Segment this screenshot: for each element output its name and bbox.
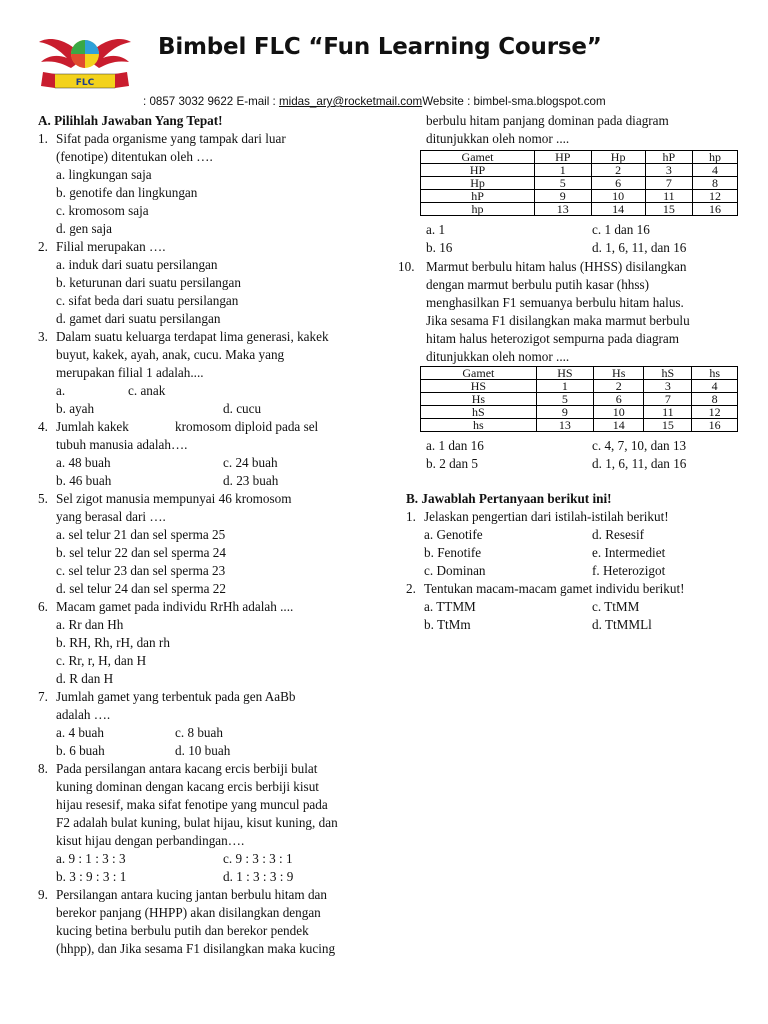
q3-number: 3. (38, 329, 48, 344)
q6-option-b: b. RH, Rh, rH, dan rh (56, 635, 170, 650)
q9-cell: hp (421, 203, 535, 216)
website-text: Website : bimbel-sma.blogspot.com (422, 95, 606, 108)
q5-option-a: a. sel telur 21 dan sel sperma 25 (56, 527, 226, 542)
q5-option-d: d. sel telur 24 dan sel sperma 22 (56, 581, 226, 596)
q8-text-3: hijau resesif, maka sifat fenotipe yang muncul pada (56, 797, 328, 812)
q1-option-d: d. gen saja (56, 221, 113, 236)
q2-number: 2. (38, 239, 48, 254)
q6-option-d: d. R dan H (56, 671, 114, 686)
q9-cell: hP (645, 151, 692, 164)
q1-text: Sifat pada organisme yang tampak dari luar (56, 131, 286, 146)
q9-cell: 11 (645, 190, 692, 203)
q8-option-d: d. 1 : 3 : 3 : 9 (223, 869, 294, 884)
q3-option-c: c. anak (128, 383, 166, 398)
q1-option-c: c. kromosom saja (56, 203, 149, 218)
q9-cell: 3 (645, 164, 692, 177)
q10-cell: 2 (594, 380, 644, 393)
q2-text: Filial merupakan …. (56, 239, 166, 254)
q4-option-a: a. 48 buah (56, 455, 111, 470)
q10-cell: 10 (594, 406, 644, 419)
q1-text-2: (fenotipe) ditentukan oleh …. (56, 149, 213, 164)
q8-text-4: F2 adalah bulat kuning, bulat hijau, kisut kuning, dan (56, 815, 338, 830)
q10-punnett-table (420, 366, 738, 432)
b-q1-option-b: b. Fenotife (424, 545, 482, 560)
q9-cell: 12 (693, 190, 738, 203)
q1-option-b: b. genotife dan lingkungan (56, 185, 198, 200)
q10-cell: 11 (644, 406, 692, 419)
q2-option-d: d. gamet dari suatu persilangan (56, 311, 221, 326)
q10-cell: 15 (644, 419, 692, 432)
contact-phone: : 0857 3032 9622 E-mail : (143, 95, 279, 108)
q5-text-2: yang berasal dari …. (56, 509, 166, 524)
q3-option-d: d. cucu (223, 401, 262, 416)
contact-line (143, 95, 606, 108)
q6-option-c: c. Rr, r, H, dan H (56, 653, 147, 668)
q5-text: Sel zigot manusia mempunyai 46 kromosom (56, 491, 292, 506)
q10-cell: 8 (692, 393, 738, 406)
q9-text-6: ditunjukkan oleh nomor .... (426, 131, 570, 146)
q6-number: 6. (38, 599, 48, 614)
logo-text: FLC (75, 78, 95, 88)
q5-number: 5. (38, 491, 48, 506)
flc-logo (37, 28, 133, 98)
q9-cell: 15 (645, 203, 692, 216)
b-q1-option-a: a. Genotife (424, 527, 483, 542)
b-q2-text: Tentukan macam-macam gamet individu berikut! (424, 581, 685, 596)
q8-text-2: kuning dominan dengan kacang ercis berbiji kisut (56, 779, 319, 794)
q10-text-2: dengan marmut berbulu putih kasar (hhss) (426, 277, 650, 292)
q7-text: Jumlah gamet yang terbentuk pada gen AaBb (56, 689, 296, 704)
b-q1-option-f: f. Heterozigot (592, 563, 666, 578)
q9-cell: 9 (535, 190, 591, 203)
q9-cell: HP (421, 164, 535, 177)
q9-cell: 16 (693, 203, 738, 216)
b-q1-option-e: e. Intermediet (592, 545, 666, 560)
q10-text: Marmut berbulu hitam halus (HHSS) disilangkan (426, 259, 687, 274)
q8-option-c: c. 9 : 3 : 3 : 1 (223, 851, 293, 866)
q10-cell: 16 (692, 419, 738, 432)
q8-option-a: a. 9 : 1 : 3 : 3 (56, 851, 126, 866)
q7-option-a: a. 4 buah (56, 725, 104, 740)
q9-punnett-table (420, 150, 738, 216)
q10-number: 10. (398, 259, 415, 274)
q9-cell: 1 (535, 164, 591, 177)
q10-cell: 5 (536, 393, 593, 406)
q10-cell: 3 (644, 380, 692, 393)
q2-option-a: a. induk dari suatu persilangan (56, 257, 218, 272)
q9-option-a: a. 1 (426, 222, 446, 237)
q7-text-2: adalah …. (56, 707, 111, 722)
q4-option-c: c. 24 buah (223, 455, 278, 470)
q10-text-4: Jika sesama F1 disilangkan maka marmut berbulu (426, 313, 690, 328)
q5-option-b: b. sel telur 22 dan sel sperma 24 (56, 545, 226, 560)
q1-number: 1. (38, 131, 48, 146)
q6-text: Macam gamet pada individu RrHh adalah .... (56, 599, 294, 614)
q3-option-b: b. ayah (56, 401, 95, 416)
b-q2-option-b: b. TtMm (424, 617, 471, 632)
q7-option-b: b. 6 buah (56, 743, 105, 758)
b-q2-number: 2. (406, 581, 416, 596)
q4-number: 4. (38, 419, 48, 434)
b-q2-option-a: a. TTMM (424, 599, 476, 614)
q10-cell: 9 (536, 406, 593, 419)
q9-cell: hP (421, 190, 535, 203)
q7-option-d: d. 10 buah (175, 743, 231, 758)
q9-cell: 10 (591, 190, 645, 203)
q9-text-3: kucing betina berbulu putih dan berekor pendek (56, 923, 309, 938)
q9-number: 9. (38, 887, 48, 902)
section-b-title: B. Jawablah Pertanyaan berikut ini! (406, 491, 612, 506)
b-q2-option-c: c. TtMM (592, 599, 640, 614)
q3-option-a: a. (56, 383, 66, 398)
b-q1-option-d: d. Resesif (592, 527, 645, 542)
q9-cell: Hp (591, 151, 645, 164)
q9-text-4: (hhpp), dan Jika sesama F1 disilangkan maka kucing (56, 941, 336, 956)
q9-option-d: d. 1, 6, 11, dan 16 (592, 240, 687, 255)
q3-text-2: buyut, kakek, ayah, anak, cucu. Maka yang (56, 347, 285, 362)
q10-cell: 4 (692, 380, 738, 393)
q9-cell: hp (693, 151, 738, 164)
q7-number: 7. (38, 689, 48, 704)
b-q1-text: Jelaskan pengertian dari istilah-istilah berikut! (424, 509, 669, 524)
q2-option-b: b. keturunan dari suatu persilangan (56, 275, 241, 290)
q9-cell: Hp (421, 177, 535, 190)
b-q1-option-c: c. Dominan (424, 563, 486, 578)
q1-option-a: a. lingkungan saja (56, 167, 152, 182)
page-title: Bimbel FLC “Fun Learning Course” (158, 34, 602, 60)
q10-option-b: b. 2 dan 5 (426, 456, 479, 471)
q9-cell: 2 (591, 164, 645, 177)
q10-cell: 13 (536, 419, 593, 432)
q4-text-2: tubuh manusia adalah…. (56, 437, 188, 452)
q8-number: 8. (38, 761, 48, 776)
q9-cell: 4 (693, 164, 738, 177)
q10-cell: hS (644, 367, 692, 380)
q9-cell: 6 (591, 177, 645, 190)
q9-cell: HP (535, 151, 591, 164)
q9-text-5: berbulu hitam panjang dominan pada diagram (426, 113, 669, 128)
q3-text: Dalam suatu keluarga terdapat lima generasi, kakek (56, 329, 329, 344)
q10-text-6: ditunjukkan oleh nomor .... (426, 349, 570, 364)
q5-option-c: c. sel telur 23 dan sel sperma 23 (56, 563, 226, 578)
q4-text-b: kromosom diploid pada sel (175, 419, 319, 434)
q10-option-a: a. 1 dan 16 (426, 438, 484, 453)
q9-cell: 13 (535, 203, 591, 216)
q9-text-2: berekor panjang (HHPP) akan disilangkan dengan (56, 905, 321, 920)
q4-option-d: d. 23 buah (223, 473, 279, 488)
q4-option-b: b. 46 buah (56, 473, 112, 488)
q10-option-c: c. 4, 7, 10, dan 13 (592, 438, 687, 453)
q10-cell: 1 (536, 380, 593, 393)
q9-cell: 14 (591, 203, 645, 216)
q3-text-3: merupakan filial 1 adalah.... (56, 365, 204, 380)
q10-cell: hs (421, 419, 537, 432)
q10-cell: Gamet (421, 367, 537, 380)
b-q2-option-d: d. TtMMLl (592, 617, 652, 632)
q10-text-3: menghasilkan F1 semuanya berbulu hitam halus. (426, 295, 684, 310)
q9-text: Persilangan antara kucing jantan berbulu hitam dan (56, 887, 327, 902)
q10-cell: hS (421, 406, 537, 419)
q8-text-5: kisut hijau dengan perbandingan…. (56, 833, 245, 848)
q6-option-a: a. Rr dan Hh (56, 617, 124, 632)
q10-cell: 7 (644, 393, 692, 406)
q10-cell: 12 (692, 406, 738, 419)
b-q1-number: 1. (406, 509, 416, 524)
q2-option-c: c. sifat beda dari suatu persilangan (56, 293, 239, 308)
q9-cell: 7 (645, 177, 692, 190)
q9-cell: 5 (535, 177, 591, 190)
q9-cell: Gamet (421, 151, 535, 164)
q7-option-c: c. 8 buah (175, 725, 223, 740)
q10-cell: 6 (594, 393, 644, 406)
section-a-title: A. Pilihlah Jawaban Yang Tepat! (38, 113, 223, 128)
q10-cell: 14 (594, 419, 644, 432)
q8-option-b: b. 3 : 9 : 3 : 1 (56, 869, 127, 884)
email-link[interactable]: midas_ary@rocketmail.com (279, 95, 423, 108)
q8-text: Pada persilangan antara kacang ercis berbiji bulat (56, 761, 318, 776)
q9-option-b: b. 16 (426, 240, 453, 255)
q4-text-a: Jumlah kakek (56, 419, 129, 434)
q9-option-c: c. 1 dan 16 (592, 222, 650, 237)
q10-text-5: hitam halus heterozigot sempurna pada diagram (426, 331, 680, 346)
q10-option-d: d. 1, 6, 11, dan 16 (592, 456, 687, 471)
q10-cell: HS (536, 367, 593, 380)
q10-cell: Hs (421, 393, 537, 406)
q10-cell: Hs (594, 367, 644, 380)
q9-cell: 8 (693, 177, 738, 190)
q10-cell: HS (421, 380, 537, 393)
q10-cell: hs (692, 367, 738, 380)
